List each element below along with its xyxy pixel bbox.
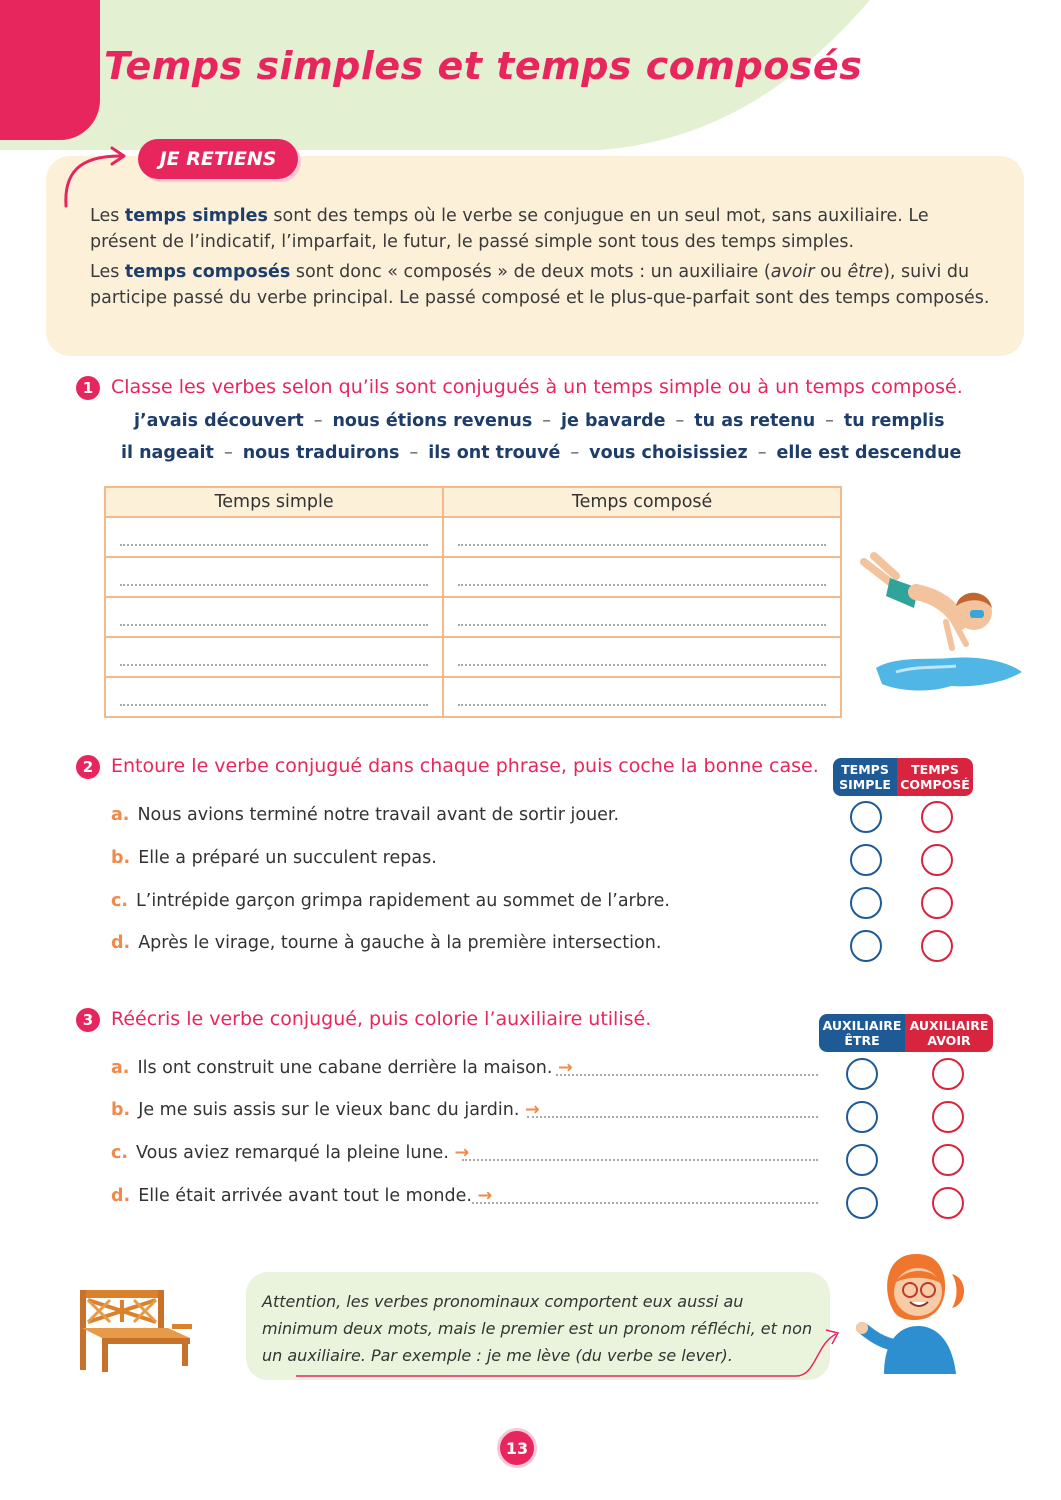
verb-separator: – xyxy=(570,443,580,463)
verb-item[interactable]: il nageait xyxy=(121,443,214,463)
ex2-item-d: d. Après le virage, tourne à gauche à la première intersection. xyxy=(111,933,662,953)
verb-separator: – xyxy=(825,411,834,431)
column-temps-simple: TEMPS SIMPLE xyxy=(833,758,897,796)
ex3-checkbox-b-avoir[interactable] xyxy=(932,1101,964,1133)
verb-separator: – xyxy=(675,411,685,431)
ex2-checkbox-d-compose[interactable] xyxy=(921,930,953,962)
answer-line xyxy=(458,704,826,706)
ex3-checkbox-a-avoir[interactable] xyxy=(932,1058,964,1090)
table-row xyxy=(105,557,841,597)
header-tab xyxy=(0,0,100,140)
ex3-answer-d[interactable] xyxy=(472,1202,818,1204)
exercise-2-instruction: Entoure le verbe conjugué dans chaque phrase, puis coche la bonne case. xyxy=(111,755,819,777)
answer-line xyxy=(458,584,826,586)
table-cell-simple[interactable] xyxy=(105,637,443,677)
verb-item[interactable]: vous choisissiez xyxy=(589,443,748,463)
verb-item[interactable]: ils ont trouvé xyxy=(428,443,561,463)
ex2-checkbox-a-simple[interactable] xyxy=(850,801,882,833)
table-cell-compose[interactable] xyxy=(443,677,841,717)
answer-line xyxy=(120,664,428,666)
verb-list-line-2 xyxy=(121,443,961,463)
ex3-checkbox-c-etre[interactable] xyxy=(846,1144,878,1176)
verb-separator: – xyxy=(313,411,323,431)
exercise-2-number: 2 xyxy=(76,755,100,779)
answer-line xyxy=(120,584,428,586)
exercise-3-number: 3 xyxy=(76,1008,100,1032)
column-auxiliaire-etre: AUXILIAIRE ÊTRE xyxy=(819,1014,905,1052)
ex3-item-a: a. Ils ont construit une cabane derrière la maison. → xyxy=(111,1058,573,1078)
answer-line xyxy=(458,624,826,626)
swimmer-illustration xyxy=(856,548,1028,703)
table-cell-simple[interactable] xyxy=(105,677,443,717)
ex3-answer-c[interactable] xyxy=(462,1159,818,1161)
ex2-item-c: c. L’intrépide garçon grimpa rapidement au sommet de l’arbre. xyxy=(111,891,670,911)
answer-line xyxy=(120,544,428,546)
ex3-item-d: d. Elle était arrivée avant tout le monde. → xyxy=(111,1186,493,1206)
exercise-3-instruction: Réécris le verbe conjugué, puis colorie l’auxiliaire utilisé. xyxy=(111,1008,652,1030)
ex2-checkbox-d-simple[interactable] xyxy=(850,930,882,962)
ex3-checkbox-d-etre[interactable] xyxy=(846,1187,878,1219)
ex2-item-a: a. Nous avions terminé notre travail avant de sortir jouer. xyxy=(111,805,620,825)
ex2-checkbox-a-compose[interactable] xyxy=(921,801,953,833)
ex3-item-b: b. Je me suis assis sur le vieux banc du jardin. → xyxy=(111,1100,540,1120)
verb-separator: – xyxy=(757,443,767,463)
retiens-paragraph-2: Les temps composés sont donc « composés » de deux mots : un auxiliaire (avoir ou être), suivi du participe passé du verbe principal. Le passé composé et le plus-que-parfait sont des temps composés. xyxy=(90,262,990,308)
ex2-checkbox-b-simple[interactable] xyxy=(850,844,882,876)
ex3-answer-b[interactable] xyxy=(527,1116,818,1118)
note-text: Attention, les verbes pronominaux comportent eux aussi au minimum deux mots, mais le premier est un pronom réfléchi, et non un auxiliaire. Par exemple : je me lève (du verbe se lever). xyxy=(262,1292,813,1365)
exercise-1-number: 1 xyxy=(76,376,100,400)
verb-item[interactable]: nous étions revenus xyxy=(332,411,533,431)
retiens-paragraph-1: Les temps simples sont des temps où le verbe se conjugue en un seul mot, sans auxiliaire. Le présent de l’indicatif, l’imparfait, le futur, le passé simple sont tous des temps simples. xyxy=(90,206,929,252)
ex3-checkbox-d-avoir[interactable] xyxy=(932,1187,964,1219)
page-number: 13 xyxy=(497,1428,537,1468)
table-header-simple: Temps simple xyxy=(105,487,443,517)
table-cell-compose[interactable] xyxy=(443,637,841,677)
ex3-answer-a[interactable] xyxy=(556,1074,818,1076)
bench-illustration xyxy=(76,1288,196,1374)
answer-line xyxy=(458,544,826,546)
ex2-checkbox-c-simple[interactable] xyxy=(850,887,882,919)
page-title: Temps simples et temps composés xyxy=(104,44,863,88)
verb-separator: – xyxy=(542,411,551,431)
table-cell-simple[interactable] xyxy=(105,517,443,557)
table-cell-compose[interactable] xyxy=(443,557,841,597)
table-row xyxy=(105,597,841,637)
ex2-item-b: b. Elle a préparé un succulent repas. xyxy=(111,848,437,868)
sort-table xyxy=(104,486,842,718)
ex3-checkbox-a-etre[interactable] xyxy=(846,1058,878,1090)
verb-list-line-1 xyxy=(134,411,945,431)
note-arrow-icon xyxy=(296,1322,856,1382)
retiens-badge: JE RETIENS xyxy=(138,139,298,179)
retiens-text xyxy=(90,203,990,315)
table-header-compose: Temps composé xyxy=(443,487,841,517)
answer-line xyxy=(458,664,826,666)
table-cell-compose[interactable] xyxy=(443,517,841,557)
verb-separator: – xyxy=(409,443,419,463)
ex3-item-c: c. Vous aviez remarqué la pleine lune. → xyxy=(111,1143,470,1163)
column-temps-compose: TEMPS COMPOSÉ xyxy=(897,758,973,796)
table-row xyxy=(105,677,841,717)
ex2-checkbox-c-compose[interactable] xyxy=(921,887,953,919)
verb-item[interactable]: j’avais découvert xyxy=(134,411,304,431)
teacher-illustration xyxy=(856,1248,976,1378)
column-auxiliaire-avoir: AUXILIAIRE AVOIR xyxy=(905,1014,993,1052)
answer-line xyxy=(120,624,428,626)
ex3-checkbox-b-etre[interactable] xyxy=(846,1101,878,1133)
ex3-checkbox-c-avoir[interactable] xyxy=(932,1144,964,1176)
table-row xyxy=(105,637,841,677)
verb-item[interactable]: elle est descendue xyxy=(776,443,962,463)
table-cell-simple[interactable] xyxy=(105,557,443,597)
verb-item[interactable]: nous traduirons xyxy=(242,443,400,463)
verb-separator: – xyxy=(223,443,233,463)
verb-item[interactable]: tu remplis xyxy=(843,411,945,431)
verb-item[interactable]: je bavarde xyxy=(560,411,666,431)
table-cell-compose[interactable] xyxy=(443,597,841,637)
answer-line xyxy=(120,704,428,706)
table-row xyxy=(105,517,841,557)
table-cell-simple[interactable] xyxy=(105,597,443,637)
verb-item[interactable]: tu as retenu xyxy=(694,411,816,431)
ex2-checkbox-b-compose[interactable] xyxy=(921,844,953,876)
exercise-1-instruction: Classe les verbes selon qu’ils sont conjugués à un temps simple ou à un temps composé. xyxy=(111,376,963,398)
